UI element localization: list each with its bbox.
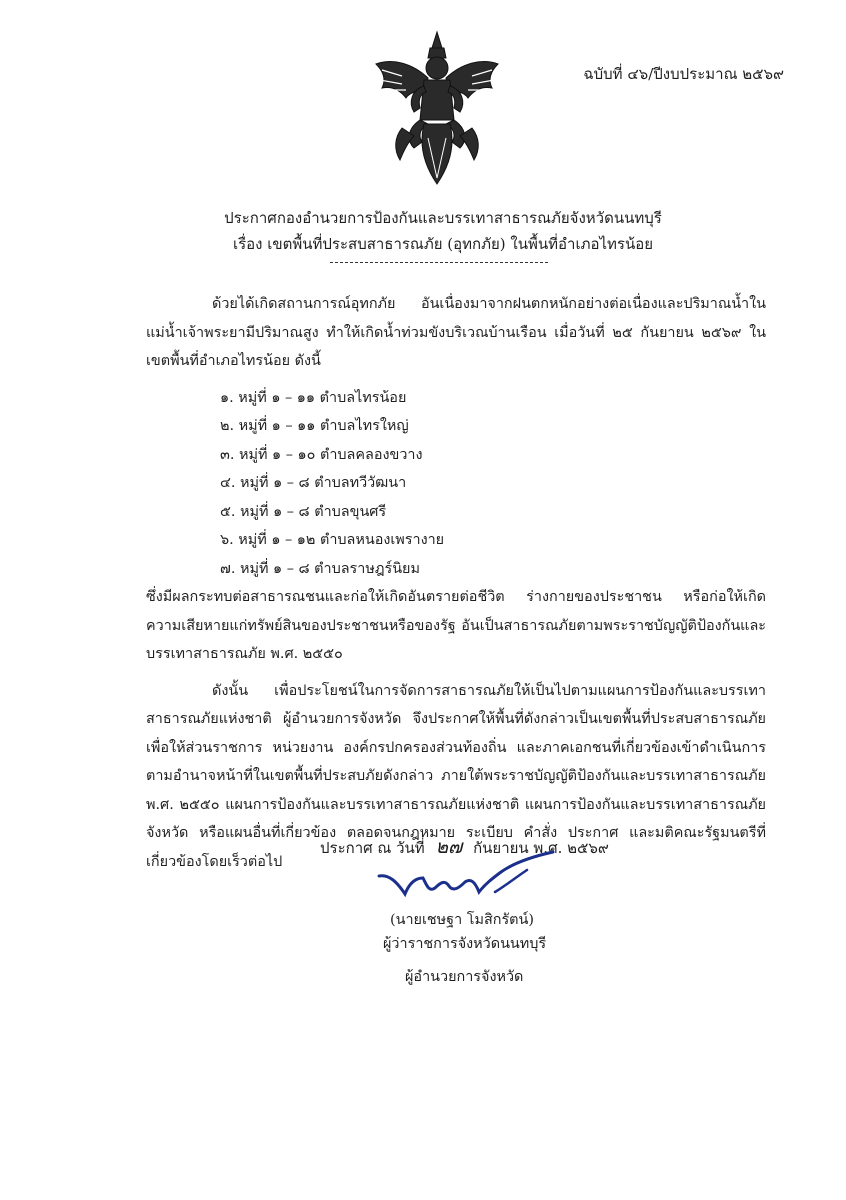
signer-title: ผู้ว่าราชการจังหวัดนนทบุรี: [383, 936, 547, 952]
header-divider: [330, 262, 548, 263]
list-item: ๒. หมู่ที่ ๑ – ๑๑ ตำบลไทรใหญ่: [220, 418, 409, 434]
list-item: ๔. หมู่ที่ ๑ – ๘ ตำบลทวีวัฒนา: [220, 475, 407, 491]
date-day-handwritten: ๒๗: [435, 836, 463, 858]
announcement-header: [0, 205, 846, 257]
list-item: ๖. หมู่ที่ ๑ – ๑๒ ตำบลหนองเพรางาย: [220, 532, 445, 548]
list-item: ๓. หมู่ที่ ๑ – ๑๐ ตำบลคลองขวาง: [220, 446, 423, 463]
paragraph-impact: ซึ่งมีผลกระทบต่อสาธารณชนและก่อให้เกิดอันตรายต่อชีวิต ร่างกายของประชาชน หรือก่อให้เกิดความเสียหายแก่ทรัพย์สินของประชาชนหรือของรัฐ อันเป็นสาธารณภัยตามพระราชบัญญัติป้องกันและบรรเทาสาธารณภัย พ.ศ. ๒๕๕๐: [146, 589, 766, 662]
handwritten-signature: [375, 848, 575, 908]
list-item: ๑. หมู่ที่ ๑ – ๑๑ ตำบลไทรน้อย: [220, 389, 407, 406]
list-item: ๗. หมู่ที่ ๑ – ๘ ตำบลราษฎร์นิยม: [220, 560, 420, 577]
announcement-body: [146, 290, 766, 884]
announcement-number: ฉบับที่ ๔๖/ปีงบประมาณ ๒๕๖๙: [583, 65, 784, 83]
paragraph-intro: ด้วยได้เกิดสถานการณ์อุทกภัย อันเนื่องมาจากฝนตกหนักอย่างต่อเนื่องและปริมาณน้ำในแม่น้ำเจ้าพระยามีปริมาณสูง ทำให้เกิดน้ำท่วมขังบริเวณบ้านเรือน เมื่อวันที่ ๒๕ กันยายน ๒๕๖๙ ในเขตพื้นที่อำเภอไทรน้อย ดังนี้: [146, 296, 766, 369]
signer-name: (นายเชษฐา โมสิกรัตน์): [390, 912, 534, 928]
date-prefix: ประกาศ ณ วันที่: [320, 839, 425, 857]
date-suffix: กันยายน พ.ศ. ๒๕๖๙: [473, 839, 609, 857]
garuda-emblem-icon: [372, 28, 502, 188]
affected-areas-list: [146, 384, 766, 584]
header-title: ประกาศกองอำนวยการป้องกันและบรรเทาสาธารณภัยจังหวัดนนทบุรี: [224, 209, 662, 227]
header-subject: เรื่อง เขตพื้นที่ประสบสาธารณภัย (อุทกภัย) ในพื้นที่อำเภอไทรน้อย: [232, 235, 654, 253]
signer-role: ผู้อำนวยการจังหวัด: [405, 969, 524, 985]
paragraph-declaration: ดังนั้น เพื่อประโยชน์ในการจัดการสาธารณภัยให้เป็นไปตามแผนการป้องกันและบรรเทาสาธารณภัยแห่งชาติ ผู้อำนวยการจังหวัด จึงประกาศให้พื้นที่ดังกล่าวเป็นเขตพื้นที่ประสบสาธารณภัย เพื่อให้ส่วนราชการ หน่วยงาน องค์กรปกครองส่วนท้องถิ่น และภาคเอกชนที่เกี่ยวข้องเข้าดำเนินการตามอำนาจหน้าที่ในเขตพื้นที่ประสบภัยดังกล่าว ภายใต้พระราชบัญญัติป้องกันและบรรเทาสาธารณภัย พ.ศ. ๒๕๕๐ แผนการป้องกันและบรรเทาสาธารณภัยแห่งชาติ แผนการป้องกันและบรรเทาสาธารณภัยจังหวัด หรือแผนอื่นที่เกี่ยวข้อง ตลอดจนกฎหมาย ระเบียบ คำสั่ง ประกาศ และมติคณะรัฐมนตรีที่เกี่ยวข้องโดยเร็วต่อไป: [146, 682, 766, 870]
list-item: ๕. หมู่ที่ ๑ – ๘ ตำบลขุนศรี: [220, 503, 387, 520]
